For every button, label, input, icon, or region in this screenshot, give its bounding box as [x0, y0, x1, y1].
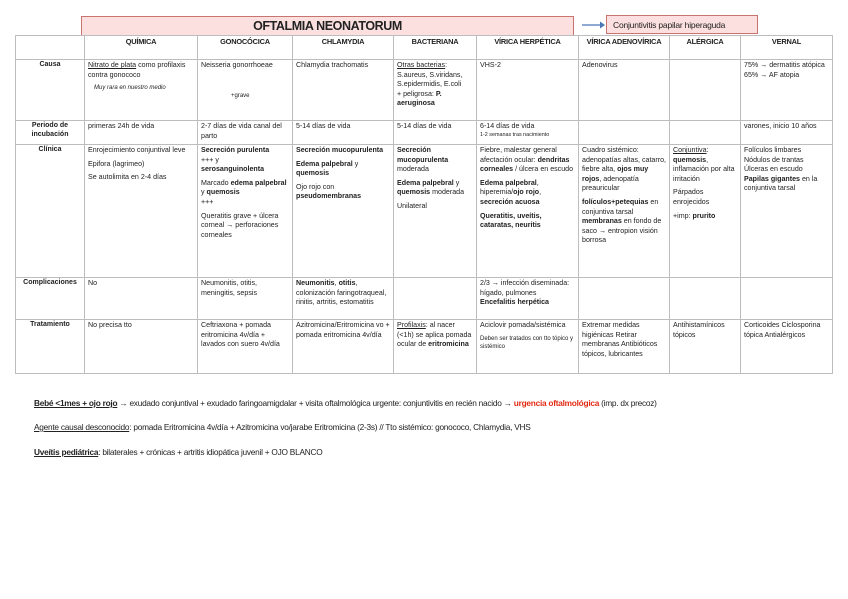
- cell-tto-alerg: Antihistamínicos tópicos: [670, 320, 741, 374]
- cell-comp-vernal: [741, 278, 833, 320]
- cell-clinica-quimica: Enrojecimiento conjuntival leve Epifora (lagrimeo) Se autolimita en 2-4 días: [85, 145, 198, 278]
- cell-tto-quimica: No precisa tto: [85, 320, 198, 374]
- cell-clinica-chlamydia: Secreción mucopurulenta Edema palpebral y quemosis Ojo rojo con pseudomembranas: [293, 145, 394, 278]
- cell-tto-bact: Profilaxis: al nacer (<1h) se aplica pomada ocular de eritromicina: [394, 320, 477, 374]
- col-header-adenovirica: VÍRICA ADENOVÍRICA: [579, 36, 670, 60]
- cell-clinica-herpes: Fiebre, malestar general afectación ocular: dendritas corneales / úlcera en escudo Edema palpebral, hiperemia/ojo rojo, secreción acuosa Queratitis, uveítis, cataratas, neuritis: [477, 145, 579, 278]
- col-header-chlamydia: CHLAMYDIA: [293, 36, 394, 60]
- cell-clinica-gono: Secreción purulenta +++ y serosanguinolenta Marcado edema palpebral y quemosis +++ Queratitis grave + úlcera corneal → perforaciones corneales: [198, 145, 293, 278]
- cell-periodo-adeno: [579, 121, 670, 145]
- col-header-bacteriana: BACTERIANA: [394, 36, 477, 60]
- row-label-complicaciones: Complicaciones: [16, 278, 85, 320]
- cell-tto-gono: Ceftriaxona + pomada eritromicina 4v/día + lavados con suero 4v/día: [198, 320, 293, 374]
- cell-periodo-herpes: 6-14 días de vida 1-2 semanas tras nacimiento: [477, 121, 579, 145]
- note-bebe-ojo-rojo: Bebé <1mes + ojo rojo → exudado conjuntival + exudado faringoamigdalar + visita oftalmológica urgente: conjuntivitis en recién nacido → urgencia oftalmológica (imp. dx precoz): [34, 398, 657, 408]
- related-condition-box: Conjuntivitis papilar hiperaguda: [606, 15, 758, 34]
- header-row: [16, 36, 833, 60]
- cell-causa-gono: Neisseria gonorrhoeae +grave: [198, 60, 293, 121]
- cell-comp-adeno: [579, 278, 670, 320]
- arrow-right-icon: [581, 18, 605, 32]
- cell-clinica-bact: Secreción mucopurulenta moderada Edema palpebral y quemosis moderada Unilateral: [394, 145, 477, 278]
- cell-tto-herpes: Aciclovir pomada/sistémica Deben ser tratados con tto tópico y sistémico: [477, 320, 579, 374]
- cell-clinica-adeno: Cuadro sistémico: adenopatías altas, catarro, fiebre alta, ojos muy rojos, adenopatía preauricular folículos+petequias en conjuntiva tarsal membranas en fondo de saco → entropion visión borrosa: [579, 145, 670, 278]
- note-uveitis-pediatrica: Uveítis pediátrica: bilaterales + crónicas + artritis idiopática juvenil + OJO BLANCO: [34, 447, 323, 457]
- cell-causa-vernal: 75% → dermatitis atópica 65% → AF atopia: [741, 60, 833, 121]
- cell-periodo-gono: 2-7 días de vida canal del parto: [198, 121, 293, 145]
- cell-clinica-alerg: Conjuntiva: quemosis, inflamación por alta irritación Párpados enrojecidos +imp: prurito: [670, 145, 741, 278]
- row-periodo: [16, 121, 833, 145]
- page-title: OFTALMIA NEONATORUM: [81, 16, 574, 36]
- row-label-tratamiento: Tratamiento: [16, 320, 85, 374]
- corner-cell: [16, 36, 85, 60]
- cell-causa-quimica: Nitrato de plata como profilaxis contra gonococo Muy rara en nuestro medio: [85, 60, 198, 121]
- note-agente-desconocido: Agente causal desconocido: pomada Eritromicina 4v/día + Azitromicina vo/jarabe Eritromicina (2-3s) // Tto sistémico: gonococo, Chlamydia, VHS: [34, 422, 531, 432]
- cell-periodo-quimica: primeras 24h de vida: [85, 121, 198, 145]
- row-label-clinica: Clínica: [16, 145, 85, 278]
- cell-periodo-chlamydia: 5-14 días de vida: [293, 121, 394, 145]
- cell-causa-adeno: Adenovirus: [579, 60, 670, 121]
- cell-tto-adeno: Extremar medidas higiénicas Retirar membranas Antibióticos tópicos, lubricantes: [579, 320, 670, 374]
- cell-causa-bact: Otras bacterias: S.aureus, S.viridans, S.epidermidis, E.coli + peligrosa: P. aeruginosa: [394, 60, 477, 121]
- cell-causa-chlamydia: Chlamydia trachomatis: [293, 60, 394, 121]
- col-header-herpetica: VÍRICA HERPÉTICA: [477, 36, 579, 60]
- cell-causa-alerg: [670, 60, 741, 121]
- cell-tto-chlamydia: Azitromicina/Eritromicina vo + pomada eritromicina 4v/día: [293, 320, 394, 374]
- col-header-gonococica: GONOCÓCICA: [198, 36, 293, 60]
- cell-comp-chlamydia: Neumonitis, otitis, colonización faringotraqueal, rinitis, artritis, estomatitis: [293, 278, 394, 320]
- cell-periodo-alerg: [670, 121, 741, 145]
- col-header-vernal: VERNAL: [741, 36, 833, 60]
- row-tratamiento: [16, 320, 833, 374]
- row-causa: [16, 60, 833, 121]
- cell-comp-quimica: No: [85, 278, 198, 320]
- cell-clinica-vernal: Folículos limbares Nódulos de trantas Úlceras en escudo Papilas gigantes en la conjuntiva tarsal: [741, 145, 833, 278]
- row-label-periodo: Periodo de incubación: [16, 121, 85, 145]
- row-clinica: [16, 145, 833, 278]
- cell-periodo-bact: 5-14 días de vida: [394, 121, 477, 145]
- col-header-quimica: QUÍMICA: [85, 36, 198, 60]
- cell-comp-gono: Neumonitis, otitis, meningitis, sepsis: [198, 278, 293, 320]
- cell-periodo-vernal: varones, inicio 10 años: [741, 121, 833, 145]
- row-label-causa: Causa: [16, 60, 85, 121]
- comparison-table: [15, 35, 833, 374]
- cell-tto-vernal: Corticoides Ciclosporina tópica Antialérgicos: [741, 320, 833, 374]
- cell-comp-alerg: [670, 278, 741, 320]
- cell-comp-herpes: 2/3 → infección diseminada: hígado, pulmones Encefalitis herpética: [477, 278, 579, 320]
- col-header-alergica: ALÉRGICA: [670, 36, 741, 60]
- row-complicaciones: [16, 278, 833, 320]
- cell-comp-bact: [394, 278, 477, 320]
- cell-causa-herpes: VHS-2: [477, 60, 579, 121]
